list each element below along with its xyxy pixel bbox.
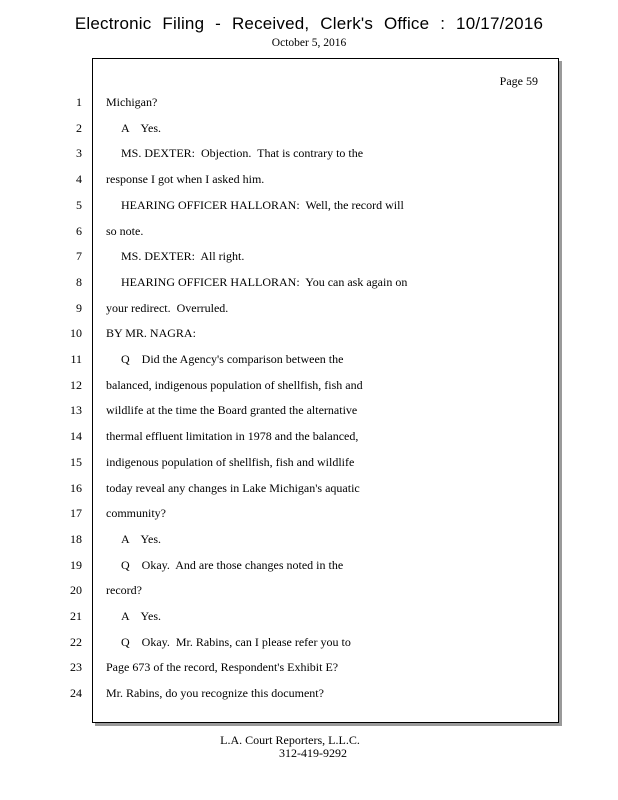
transcript-line <box>0 301 600 321</box>
line-number: 9 <box>76 300 82 315</box>
line-text: so note. <box>106 223 144 238</box>
line-number: 20 <box>70 583 82 598</box>
transcript-line <box>0 532 600 552</box>
transcript-line <box>0 506 600 526</box>
transcript-line <box>0 146 600 166</box>
line-number: 14 <box>70 429 82 444</box>
line-text: response I got when I asked him. <box>106 172 265 187</box>
line-text: A Yes. <box>121 609 162 623</box>
line-text: wildlife at the time the Board granted the alternative <box>106 403 358 418</box>
page-number: Page 59 <box>499 74 538 88</box>
line-text: Page 673 of the record, Respondent's Exhibit E? <box>106 660 339 675</box>
transcript-line <box>0 326 600 346</box>
line-number: 11 <box>70 352 82 366</box>
line-text: Q Did the Agency's comparison between the <box>121 352 344 366</box>
line-number: 22 <box>70 634 82 649</box>
line-text: Mr. Rabins, do you recognize this document? <box>106 686 324 701</box>
line-number: 5 <box>76 197 82 212</box>
line-text: A Yes. <box>121 531 162 546</box>
line-text: MS. DEXTER: Objection. That is contrary to the <box>121 146 364 161</box>
line-number: 10 <box>70 326 82 341</box>
transcript-line <box>0 198 600 218</box>
line-number: 17 <box>70 506 82 521</box>
line-number: 12 <box>70 377 82 392</box>
line-number: 2 <box>76 120 82 135</box>
line-number: 7 <box>76 249 82 264</box>
transcript-line <box>0 558 600 578</box>
transcript-line <box>0 583 600 603</box>
line-number: 23 <box>70 660 82 675</box>
line-number: 18 <box>70 531 82 546</box>
line-text: thermal effluent limitation in 1978 and the balanced, <box>106 429 359 444</box>
line-text: record? <box>106 583 142 598</box>
line-text: MS. DEXTER: All right. <box>121 249 245 264</box>
transcript-line <box>0 172 600 192</box>
transcript-line <box>0 686 600 706</box>
transcript-line <box>0 429 600 449</box>
line-text: BY MR. NAGRA: <box>106 326 196 341</box>
reporter-phone: 312-419-9292 <box>279 746 347 760</box>
line-number: 3 <box>76 146 82 161</box>
line-number: 4 <box>76 172 82 187</box>
line-number: 16 <box>70 480 82 495</box>
line-text: HEARING OFFICER HALLORAN: You can ask again on <box>121 274 408 289</box>
line-number: 13 <box>70 403 82 418</box>
transcript-line <box>0 121 600 141</box>
line-text: Q Okay. Mr. Rabins, can I please refer you to <box>121 634 351 649</box>
transcript-line <box>0 609 600 629</box>
line-number: 8 <box>76 274 82 289</box>
filing-stamp: Electronic Filing - Received, Clerk's Office : 10/17/2016 <box>74 14 544 33</box>
transcript-line <box>0 275 600 295</box>
transcript-line <box>0 95 600 115</box>
line-number: 24 <box>70 686 82 701</box>
line-text: A Yes. <box>121 120 162 135</box>
line-number: 1 <box>76 95 82 109</box>
line-text: your redirect. Overruled. <box>106 300 229 315</box>
line-text: community? <box>106 506 166 521</box>
reporter-company: L.A. Court Reporters, L.L.C. <box>220 733 360 747</box>
line-number: 15 <box>70 454 82 469</box>
transcript-line <box>0 224 600 244</box>
transcript-line <box>0 378 600 398</box>
line-text: today reveal any changes in Lake Michigan's aquatic <box>106 480 360 495</box>
transcript-line <box>0 249 600 269</box>
transcript-line <box>0 481 600 501</box>
transcript-line <box>0 635 600 655</box>
line-number: 21 <box>70 609 82 623</box>
transcript-line <box>0 403 600 423</box>
line-text: Q Okay. And are those changes noted in the <box>121 557 344 572</box>
line-number: 19 <box>70 557 82 572</box>
transcript-line <box>0 660 600 680</box>
transcript-date: October 5, 2016 <box>271 37 347 49</box>
transcript-line <box>0 352 600 372</box>
line-text: balanced, indigenous population of shellfish, fish and <box>106 377 363 392</box>
transcript-line <box>0 455 600 475</box>
line-text: indigenous population of shellfish, fish and wildlife <box>106 454 355 469</box>
line-text: HEARING OFFICER HALLORAN: Well, the record will <box>121 197 404 212</box>
line-text: Michigan? <box>106 95 158 109</box>
line-number: 6 <box>76 223 82 238</box>
